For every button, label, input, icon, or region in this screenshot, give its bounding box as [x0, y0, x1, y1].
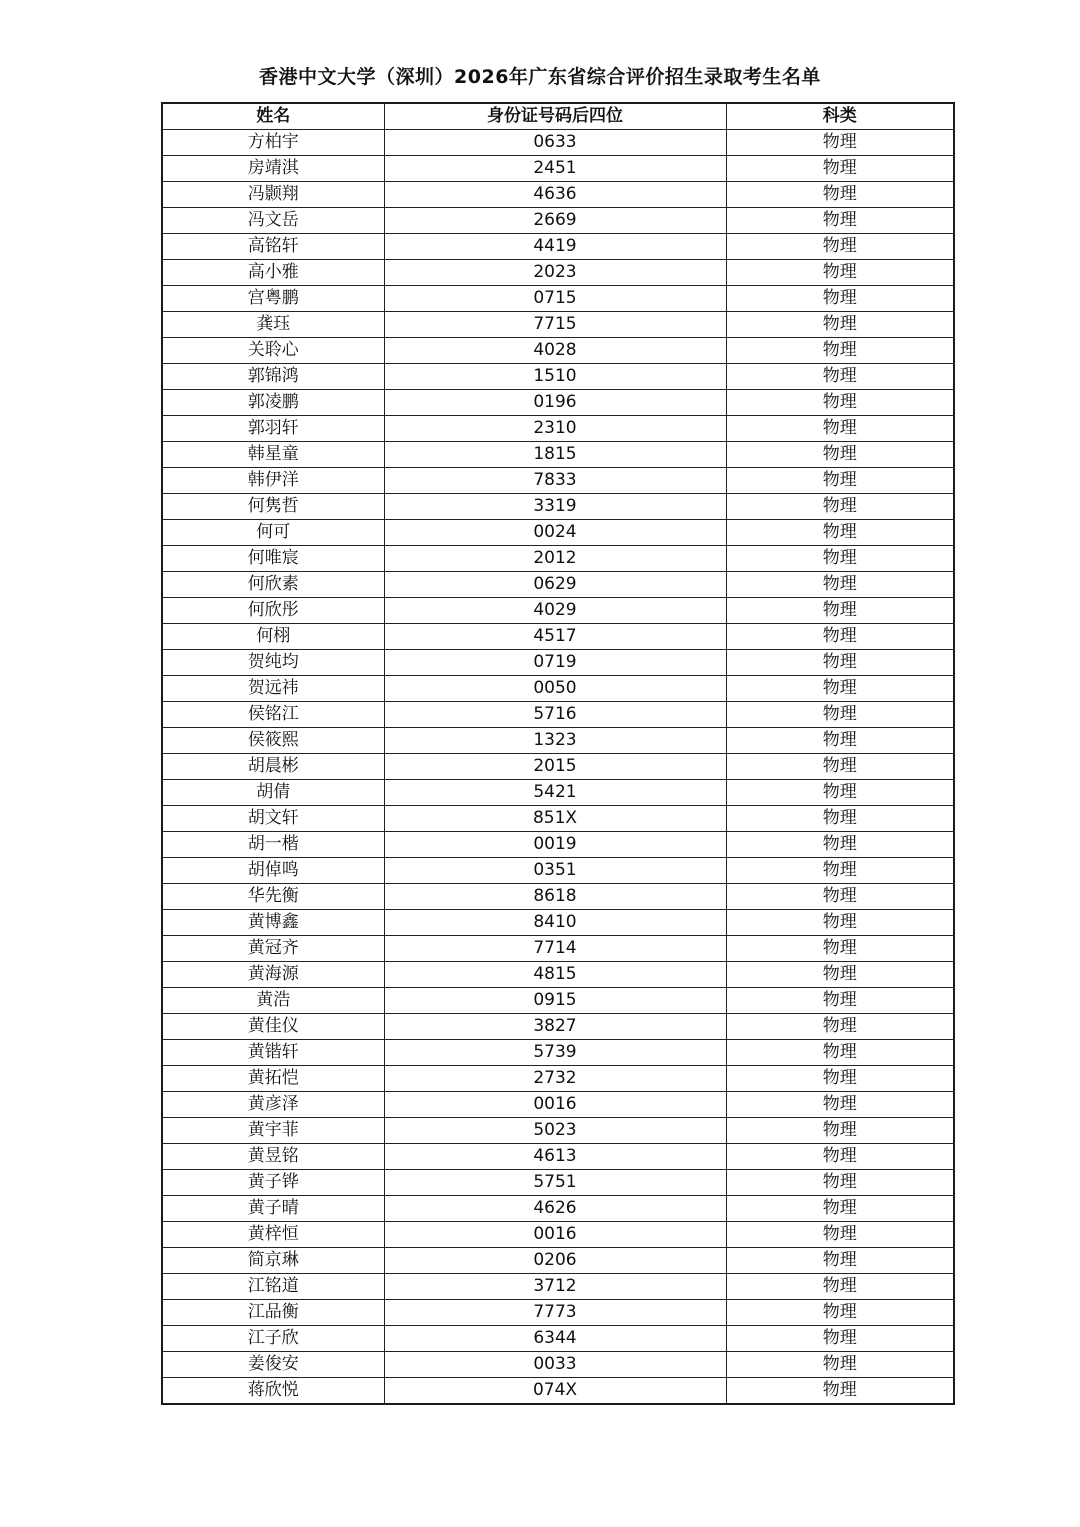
- cell-name: 宫粤鹏: [162, 286, 384, 312]
- cell-id-last-four: 3712: [384, 1274, 726, 1300]
- cell-id-last-four: 5716: [384, 702, 726, 728]
- cell-subject: 物理: [726, 182, 954, 208]
- cell-name: 蒋欣悦: [162, 1378, 384, 1405]
- table-row: [162, 754, 954, 780]
- header-row: [162, 103, 954, 130]
- cell-subject: 物理: [726, 494, 954, 520]
- cell-name: 冯颢翔: [162, 182, 384, 208]
- cell-id-last-four: 8410: [384, 910, 726, 936]
- cell-subject: 物理: [726, 286, 954, 312]
- cell-name: 黄浩: [162, 988, 384, 1014]
- cell-id-last-four: 4517: [384, 624, 726, 650]
- cell-id-last-four: 0024: [384, 520, 726, 546]
- table-row: [162, 962, 954, 988]
- cell-name: 侯铭江: [162, 702, 384, 728]
- cell-id-last-four: 0050: [384, 676, 726, 702]
- table-row: [162, 1352, 954, 1378]
- cell-name: 黄拓恺: [162, 1066, 384, 1092]
- table-row: [162, 1014, 954, 1040]
- cell-name: 关聆心: [162, 338, 384, 364]
- cell-subject: 物理: [726, 806, 954, 832]
- cell-subject: 物理: [726, 1196, 954, 1222]
- cell-subject: 物理: [726, 884, 954, 910]
- page-title: 香港中文大学（深圳）2026年广东省综合评价招生录取考生名单: [259, 66, 821, 88]
- table-row: [162, 1170, 954, 1196]
- cell-name: 黄佳仪: [162, 1014, 384, 1040]
- cell-subject: 物理: [726, 1300, 954, 1326]
- table-row: [162, 390, 954, 416]
- cell-subject: 物理: [726, 728, 954, 754]
- cell-id-last-four: 1510: [384, 364, 726, 390]
- admission-list-table: [161, 102, 955, 1405]
- cell-subject: 物理: [726, 1144, 954, 1170]
- cell-id-last-four: 2015: [384, 754, 726, 780]
- table-row: [162, 468, 954, 494]
- cell-subject: 物理: [726, 676, 954, 702]
- cell-id-last-four: 4613: [384, 1144, 726, 1170]
- table-body: [162, 130, 954, 1405]
- cell-id-last-four: 0633: [384, 130, 726, 156]
- cell-id-last-four: 2669: [384, 208, 726, 234]
- header-subject: 科类: [726, 103, 954, 130]
- cell-id-last-four: 8618: [384, 884, 726, 910]
- table-row: [162, 728, 954, 754]
- cell-id-last-four: 2732: [384, 1066, 726, 1092]
- cell-subject: 物理: [726, 702, 954, 728]
- cell-name: 江子欣: [162, 1326, 384, 1352]
- cell-subject: 物理: [726, 364, 954, 390]
- table-row: [162, 676, 954, 702]
- cell-name: 龚珏: [162, 312, 384, 338]
- table-row: [162, 234, 954, 260]
- table-row: [162, 1118, 954, 1144]
- cell-name: 侯筱熙: [162, 728, 384, 754]
- cell-subject: 物理: [726, 858, 954, 884]
- cell-id-last-four: 5751: [384, 1170, 726, 1196]
- table-row: [162, 1248, 954, 1274]
- cell-subject: 物理: [726, 832, 954, 858]
- cell-id-last-four: 0629: [384, 572, 726, 598]
- cell-name: 胡一楷: [162, 832, 384, 858]
- cell-name: 黄锴轩: [162, 1040, 384, 1066]
- cell-id-last-four: 7714: [384, 936, 726, 962]
- table-row: [162, 416, 954, 442]
- table-row: [162, 520, 954, 546]
- cell-id-last-four: 2451: [384, 156, 726, 182]
- table-row: [162, 650, 954, 676]
- cell-subject: 物理: [726, 468, 954, 494]
- table-row: [162, 702, 954, 728]
- table-row: [162, 442, 954, 468]
- cell-id-last-four: 0915: [384, 988, 726, 1014]
- cell-id-last-four: 851X: [384, 806, 726, 832]
- cell-subject: 物理: [726, 234, 954, 260]
- cell-subject: 物理: [726, 962, 954, 988]
- cell-subject: 物理: [726, 390, 954, 416]
- cell-name: 贺纯均: [162, 650, 384, 676]
- cell-name: 黄子铧: [162, 1170, 384, 1196]
- cell-id-last-four: 0019: [384, 832, 726, 858]
- table-row: [162, 312, 954, 338]
- cell-subject: 物理: [726, 780, 954, 806]
- cell-id-last-four: 0715: [384, 286, 726, 312]
- cell-id-last-four: 4626: [384, 1196, 726, 1222]
- cell-id-last-four: 0016: [384, 1092, 726, 1118]
- cell-id-last-four: 3827: [384, 1014, 726, 1040]
- cell-name: 何栩: [162, 624, 384, 650]
- cell-subject: 物理: [726, 312, 954, 338]
- cell-id-last-four: 4815: [384, 962, 726, 988]
- cell-subject: 物理: [726, 572, 954, 598]
- cell-name: 何隽哲: [162, 494, 384, 520]
- cell-id-last-four: 6344: [384, 1326, 726, 1352]
- table-row: [162, 572, 954, 598]
- cell-name: 黄海源: [162, 962, 384, 988]
- cell-id-last-four: 3319: [384, 494, 726, 520]
- cell-subject: 物理: [726, 1014, 954, 1040]
- cell-subject: 物理: [726, 910, 954, 936]
- cell-subject: 物理: [726, 416, 954, 442]
- cell-subject: 物理: [726, 1040, 954, 1066]
- cell-name: 郭羽轩: [162, 416, 384, 442]
- table-row: [162, 1300, 954, 1326]
- cell-id-last-four: 5739: [384, 1040, 726, 1066]
- cell-name: 何唯宸: [162, 546, 384, 572]
- cell-name: 江品衡: [162, 1300, 384, 1326]
- cell-subject: 物理: [726, 754, 954, 780]
- table-row: [162, 1196, 954, 1222]
- table-row: [162, 546, 954, 572]
- cell-name: 何欣彤: [162, 598, 384, 624]
- cell-name: 胡晨彬: [162, 754, 384, 780]
- table-row: [162, 624, 954, 650]
- table-row: [162, 1144, 954, 1170]
- table-row: [162, 208, 954, 234]
- table-row: [162, 1066, 954, 1092]
- cell-name: 黄彦泽: [162, 1092, 384, 1118]
- cell-name: 黄子晴: [162, 1196, 384, 1222]
- cell-id-last-four: 7833: [384, 468, 726, 494]
- cell-subject: 物理: [726, 624, 954, 650]
- cell-id-last-four: 2012: [384, 546, 726, 572]
- cell-id-last-four: 0206: [384, 1248, 726, 1274]
- cell-name: 高小雅: [162, 260, 384, 286]
- cell-subject: 物理: [726, 598, 954, 624]
- table-row: [162, 598, 954, 624]
- cell-id-last-four: 5023: [384, 1118, 726, 1144]
- cell-subject: 物理: [726, 1118, 954, 1144]
- cell-subject: 物理: [726, 442, 954, 468]
- cell-name: 黄梓恒: [162, 1222, 384, 1248]
- table-row: [162, 988, 954, 1014]
- cell-id-last-four: 4636: [384, 182, 726, 208]
- cell-name: 高铭轩: [162, 234, 384, 260]
- table-row: [162, 260, 954, 286]
- cell-id-last-four: 0196: [384, 390, 726, 416]
- cell-name: 郭凌鹏: [162, 390, 384, 416]
- cell-name: 贺远祎: [162, 676, 384, 702]
- table-row: [162, 884, 954, 910]
- cell-id-last-four: 4419: [384, 234, 726, 260]
- cell-name: 何欣素: [162, 572, 384, 598]
- table-row: [162, 494, 954, 520]
- cell-name: 郭锦鸿: [162, 364, 384, 390]
- cell-subject: 物理: [726, 936, 954, 962]
- cell-id-last-four: 4028: [384, 338, 726, 364]
- cell-id-last-four: 0033: [384, 1352, 726, 1378]
- table-row: [162, 1326, 954, 1352]
- cell-subject: 物理: [726, 260, 954, 286]
- cell-name: 韩星童: [162, 442, 384, 468]
- cell-id-last-four: 2310: [384, 416, 726, 442]
- table-row: [162, 130, 954, 156]
- table-row: [162, 156, 954, 182]
- cell-subject: 物理: [726, 988, 954, 1014]
- table-row: [162, 1040, 954, 1066]
- cell-name: 胡倩: [162, 780, 384, 806]
- cell-id-last-four: 0016: [384, 1222, 726, 1248]
- cell-subject: 物理: [726, 1352, 954, 1378]
- table-row: [162, 1274, 954, 1300]
- cell-name: 华先衡: [162, 884, 384, 910]
- table-row: [162, 182, 954, 208]
- header-name: 姓名: [162, 103, 384, 130]
- cell-subject: 物理: [726, 1248, 954, 1274]
- table-header: [162, 103, 954, 130]
- cell-subject: 物理: [726, 546, 954, 572]
- cell-name: 江铭道: [162, 1274, 384, 1300]
- cell-subject: 物理: [726, 1222, 954, 1248]
- cell-id-last-four: 7773: [384, 1300, 726, 1326]
- cell-name: 黄博鑫: [162, 910, 384, 936]
- cell-id-last-four: 4029: [384, 598, 726, 624]
- table-row: [162, 1222, 954, 1248]
- cell-name: 胡倬鸣: [162, 858, 384, 884]
- header-id-last-four: 身份证号码后四位: [384, 103, 726, 130]
- cell-id-last-four: 1815: [384, 442, 726, 468]
- cell-name: 房靖淇: [162, 156, 384, 182]
- table-row: [162, 1378, 954, 1405]
- cell-name: 冯文岳: [162, 208, 384, 234]
- cell-name: 黄昱铭: [162, 1144, 384, 1170]
- cell-name: 姜俊安: [162, 1352, 384, 1378]
- table-row: [162, 338, 954, 364]
- cell-id-last-four: 2023: [384, 260, 726, 286]
- cell-name: 胡文轩: [162, 806, 384, 832]
- cell-name: 黄冠齐: [162, 936, 384, 962]
- cell-name: 韩伊洋: [162, 468, 384, 494]
- table-row: [162, 832, 954, 858]
- cell-subject: 物理: [726, 1274, 954, 1300]
- table-row: [162, 1092, 954, 1118]
- table-row: [162, 910, 954, 936]
- cell-name: 简京琳: [162, 1248, 384, 1274]
- cell-id-last-four: 5421: [384, 780, 726, 806]
- cell-subject: 物理: [726, 1378, 954, 1405]
- cell-subject: 物理: [726, 338, 954, 364]
- table-row: [162, 780, 954, 806]
- cell-id-last-four: 1323: [384, 728, 726, 754]
- cell-subject: 物理: [726, 130, 954, 156]
- cell-id-last-four: 074X: [384, 1378, 726, 1405]
- cell-subject: 物理: [726, 1092, 954, 1118]
- cell-name: 黄宇菲: [162, 1118, 384, 1144]
- cell-id-last-four: 0719: [384, 650, 726, 676]
- table-row: [162, 858, 954, 884]
- table-row: [162, 936, 954, 962]
- cell-id-last-four: 7715: [384, 312, 726, 338]
- table-row: [162, 286, 954, 312]
- table-row: [162, 364, 954, 390]
- cell-subject: 物理: [726, 650, 954, 676]
- cell-subject: 物理: [726, 1066, 954, 1092]
- cell-subject: 物理: [726, 156, 954, 182]
- table-row: [162, 806, 954, 832]
- cell-subject: 物理: [726, 520, 954, 546]
- cell-subject: 物理: [726, 1326, 954, 1352]
- cell-subject: 物理: [726, 1170, 954, 1196]
- cell-name: 方柏宇: [162, 130, 384, 156]
- cell-subject: 物理: [726, 208, 954, 234]
- cell-id-last-four: 0351: [384, 858, 726, 884]
- cell-name: 何可: [162, 520, 384, 546]
